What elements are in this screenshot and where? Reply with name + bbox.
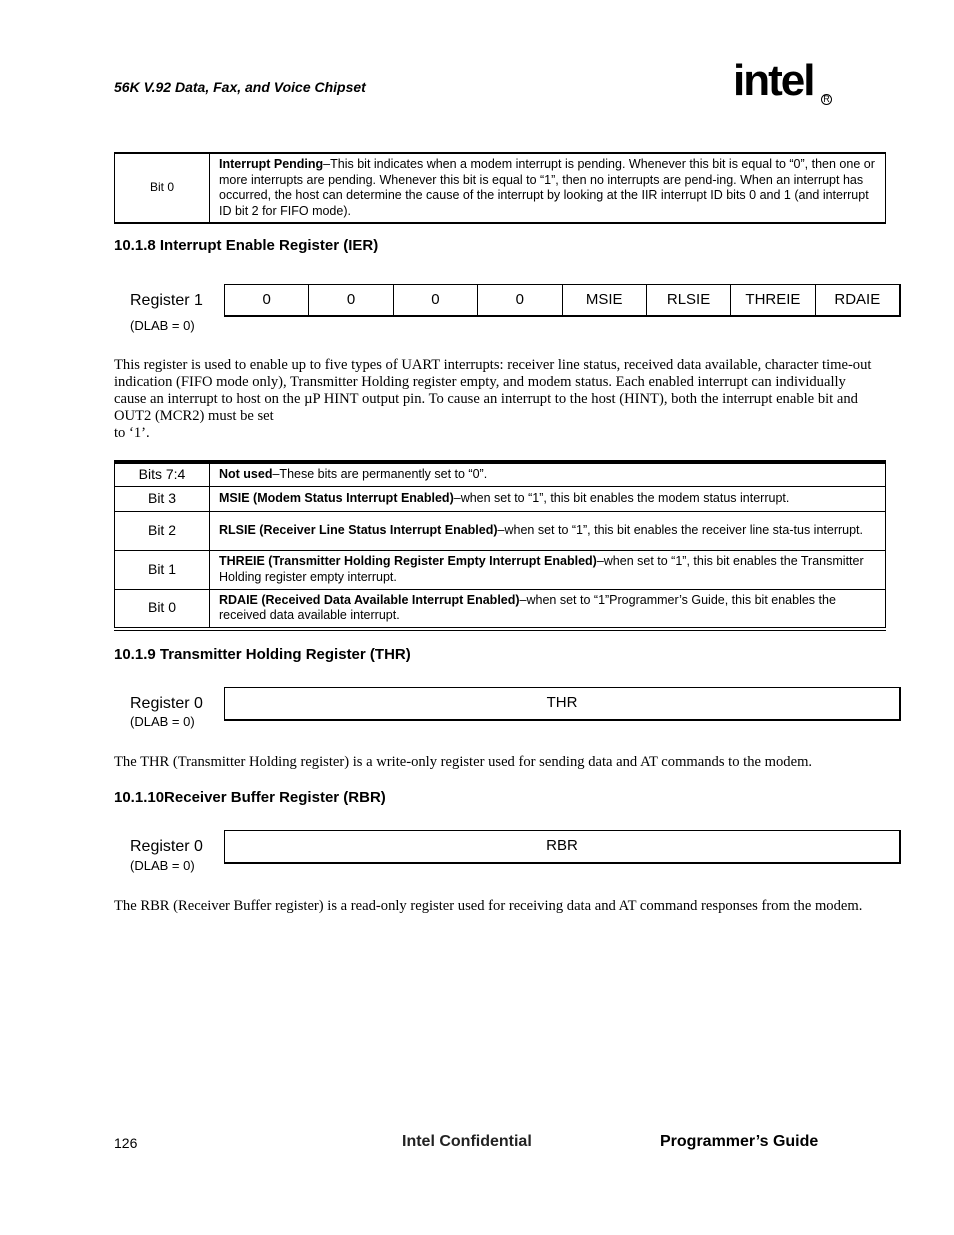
footer-confidential: Intel Confidential [402, 1133, 532, 1150]
bit-name: Interrupt Pending [219, 157, 324, 171]
rbr-register-diagram [224, 830, 901, 864]
register-label: Register 1 [130, 292, 203, 309]
register-bit-cell: 0 [394, 285, 478, 315]
bit-detail: –when set to “1”Programmer’s Guide, this bit enables the received data available interrupt. [219, 592, 836, 622]
register-bit-cell: RDAIE [834, 291, 881, 308]
bit-detail: –These bits are permanently set to “0”. [272, 467, 488, 481]
bit-detail: –when set to “1”, this bit enables the receiver line sta-tus interrupt. [497, 522, 863, 537]
paragraph-line: indication (FIFO mode only), Transmitter Holding register empty, and modem status. Each enabled interrupt can individually [114, 374, 846, 390]
bit-description [210, 153, 886, 223]
bit-name: RLSIE (Receiver Line Status Interrupt Enabled) [219, 522, 498, 537]
registered-mark-icon: R [821, 94, 832, 105]
footer-guide-title: Programmer’s Guide [660, 1133, 819, 1150]
paragraph-line: OUT2 (MCR2) must be set [114, 408, 274, 424]
register-dlab: (DLAB = 0) [130, 858, 195, 873]
bit-name: MSIE (Modem Status Interrupt Enabled) [219, 490, 454, 505]
bit-detail: –when set to “1”, this bit enables the modem status interrupt. [453, 490, 790, 505]
register-bit-cell: 0 [309, 285, 393, 315]
table-divider [114, 223, 886, 224]
ier-description [114, 357, 926, 442]
register-bit-cell: 0 [478, 285, 562, 315]
bit-label: Bit 1 [115, 550, 210, 589]
bit-detail: –This bit indicates when a modem interrupt is pending. Whenever this bit is equal to “0”, then one or more interrupts are pending. Whenever this bit is equal to “1”, then no interrupts are pend-ing. When an interrupt has occurred, the host can determine the cause of the interrupt by looking at the IIR interrupt ID bits 0 and 1 (and interrupt ID bit 2 for FIFO mode). [219, 157, 875, 218]
table-row [115, 550, 886, 589]
table-row [115, 462, 886, 486]
register-bit-cell: RLSIE [647, 285, 731, 315]
ier-bit-table [114, 460, 886, 628]
logo-wordmark: intel [733, 56, 814, 105]
table-row [115, 589, 886, 627]
register-bit-cell: 0 [225, 285, 309, 315]
register-dlab: (DLAB = 0) [130, 318, 195, 333]
register-bit-cell: MSIE [563, 285, 647, 315]
document-title: 56K V.92 Data, Fax, and Voice Chipset [114, 79, 366, 95]
ier-register-diagram [224, 284, 901, 317]
iir-bit-table [114, 152, 886, 223]
paragraph-line: This register is used to enable up to five types of UART interrupts: receiver line status, received data available, character time-out [114, 357, 872, 373]
section-heading-rbr: 10.1.10Receiver Buffer Register (RBR) [114, 789, 386, 806]
paragraph-line: cause an interrupt to host on the µP HINT output pin. To cause an interrupt to the host (HINT), both the interrupt enable bit and [114, 391, 858, 407]
register-field-cell: RBR [546, 837, 578, 854]
bit-label: Bit 0 [115, 589, 210, 627]
thr-register-diagram [224, 687, 901, 721]
bit-detail: –when set to “1”, this bit enables the Transmitter Holding register empty interrupt. [219, 554, 864, 584]
bit-label: Bit 3 [115, 486, 210, 511]
page-number: 126 [114, 1135, 138, 1151]
register-dlab: (DLAB = 0) [130, 714, 195, 729]
bit-description [210, 550, 886, 589]
register-field-cell: THR [546, 694, 578, 711]
bit-name: THREIE (Transmitter Holding Register Empty Interrupt Enabled) [219, 554, 597, 568]
bit-description [210, 589, 886, 627]
paragraph-line: to ‘1’. [114, 425, 150, 441]
thr-description: The THR (Transmitter Holding register) is a write-only register used for sending data and AT commands to the modem. [114, 754, 813, 770]
table-row [115, 153, 886, 223]
register-label: Register 0 [130, 695, 203, 712]
bit-description [210, 511, 886, 550]
intel-logo [733, 56, 833, 120]
register-label: Register 0 [130, 838, 203, 855]
bit-label: Bits 7:4 [115, 462, 210, 486]
bit-label: Bit 2 [115, 511, 210, 550]
register-bit-cell: THREIE [731, 285, 815, 315]
table-divider [114, 630, 886, 631]
rbr-description: The RBR (Receiver Buffer register) is a read-only register used for receiving data and AT command responses from the modem. [114, 898, 863, 914]
bit-name: RDAIE (Received Data Available Interrupt Enabled) [219, 592, 520, 607]
bit-name: Not used [219, 467, 273, 481]
table-row [115, 511, 886, 550]
section-heading-thr: 10.1.9 Transmitter Holding Register (THR) [114, 646, 411, 663]
bit-label: Bit 0 [115, 153, 210, 223]
bit-description [210, 486, 886, 511]
table-row [115, 486, 886, 511]
section-heading-ier: 10.1.8 Interrupt Enable Register (IER) [114, 237, 379, 254]
bit-description [210, 462, 886, 486]
